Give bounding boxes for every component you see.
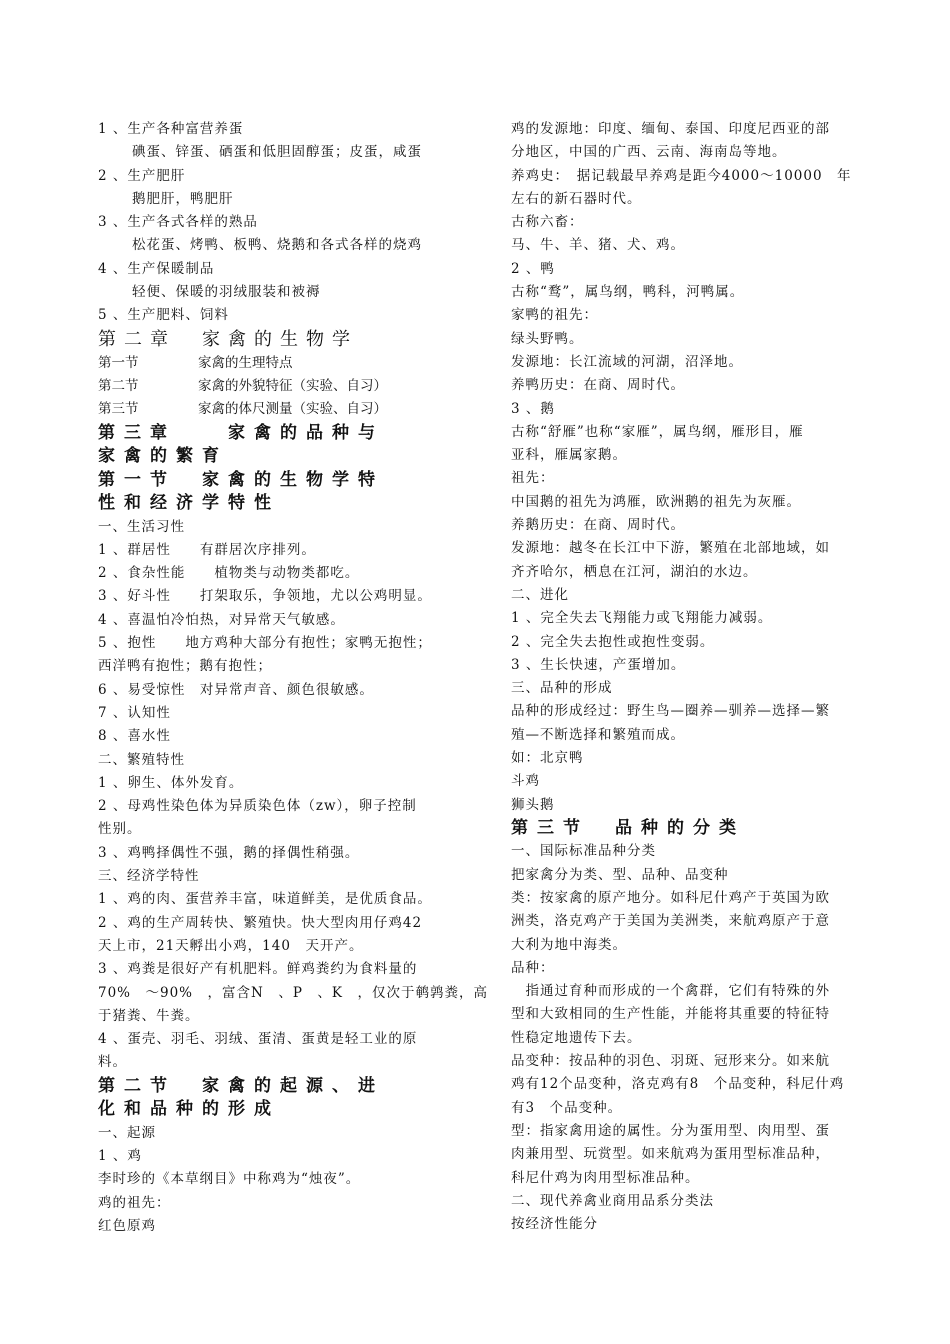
- section-entry: [98, 398, 478, 421]
- text-line: 2 、食杂性能 植物类与动物类都吃。: [98, 565, 360, 582]
- text-line: 分地区，中国的广西、云南、海南岛等地。: [511, 144, 787, 161]
- text-line: 发源地：长江流域的河湖，沼泽地。: [511, 353, 743, 370]
- section-heading: 第二节 家禽的起源、进: [98, 1075, 384, 1096]
- section-title: 家禽的生理特点: [198, 354, 293, 371]
- text-line: 红色原鸡: [98, 1217, 156, 1234]
- text-line: 类：按家禽的原产地分。如科尼什鸡产于英国为欧: [511, 890, 830, 906]
- text-line: 三、品种的形成: [511, 680, 613, 697]
- text-line: 二、进化: [511, 586, 569, 603]
- section-heading: 家禽的繁育: [98, 446, 228, 467]
- left-column: [98, 118, 488, 1238]
- text-line: 型和大致相同的生产性能，并能将其重要的特征特: [511, 1006, 830, 1023]
- text-line: 发源地：越冬在长江中下游，繁殖在北部地域，如: [511, 540, 830, 557]
- text-line: 1 、鸡: [98, 1147, 142, 1164]
- text-line: 品变种：按品种的羽色、羽斑、冠形来分。如来航: [511, 1053, 830, 1070]
- section-title: 家禽的体尺测量（实验、自习）: [198, 401, 387, 418]
- text-line: 二、繁殖特性: [98, 751, 185, 768]
- text-line: 2 、鸭: [511, 260, 555, 277]
- text-line: 有3 个品变种。: [511, 1099, 623, 1116]
- text-line: 天上市，21天孵出小鸡，140 天开产。: [98, 937, 364, 954]
- text-line: 3 、鸡粪是很好产有机肥料。鲜鸡粪约为食料量的: [98, 961, 418, 978]
- text-line: 李时珍的《本草纲目》中称鸡为“烛夜”。: [98, 1171, 361, 1188]
- text-line: 左右的新石器时代。: [511, 190, 642, 207]
- text-line: 1 、群居性 有群居次序排列。: [98, 541, 316, 558]
- text-line: 鸡有12个品变种，洛克鸡有8 个品变种，科尼什鸡: [511, 1076, 845, 1093]
- indented-text-line: 碘蛋、锌蛋、硒蛋和低胆固醇蛋；皮蛋，咸蛋: [132, 144, 422, 161]
- text-line: 指通过育种而形成的一个禽群，它们有特殊的外: [511, 983, 830, 1000]
- text-line: 5 、生产肥料、饲料: [98, 307, 229, 324]
- right-column: [511, 118, 891, 1236]
- section-heading: 第三节 品种的分类: [511, 817, 745, 838]
- text-line: 2 、生产肥肝: [98, 167, 186, 184]
- text-line: 洲类，洛克鸡产于美国为美洲类，来航鸡原产于意: [511, 913, 830, 930]
- text-line: 养鸭历史：在商、周时代。: [511, 377, 685, 394]
- text-line: 性稳定地遗传下去。: [511, 1029, 642, 1046]
- text-line: 1 、鸡的肉、蛋营养丰富，味道鲜美，是优质食品。: [98, 891, 432, 908]
- text-line: 亚科，雁属家鹅。: [511, 447, 627, 464]
- text-line: 3 、生产各式各样的熟品: [98, 214, 258, 231]
- section-number: 第三节: [98, 401, 139, 418]
- text-line: 5 、抱性 地方鸡种大部分有抱性；家鸭无抱性；: [98, 635, 432, 652]
- section-heading: 第三章 家禽的品种与: [98, 422, 384, 443]
- text-line: 马、牛、羊、猪、犬、鸡。: [511, 237, 685, 254]
- text-line: 于猪粪、牛粪。: [98, 1007, 200, 1024]
- text-line: 4 、蛋壳、羽毛、羽绒、蛋清、蛋黄是轻工业的原: [98, 1031, 418, 1048]
- text-line: 把家禽分为类、型、品种、品变种: [511, 866, 729, 883]
- text-line: 品种：: [511, 959, 555, 976]
- indented-text-line: 鹅肥肝，鸭肥肝: [132, 190, 234, 207]
- text-line: 1 、生产各种富营养蛋: [98, 121, 244, 137]
- text-line: 古称“舒雁”也称“家雁”，属鸟纲，雁形目，雁: [511, 423, 804, 440]
- text-line: 古称六畜：: [511, 214, 584, 231]
- text-line: 肉兼用型、玩赏型。如来航鸡为蛋用型标准品种，: [511, 1146, 830, 1163]
- text-line: 料。: [98, 1054, 127, 1071]
- text-line: 8 、喜水性: [98, 728, 171, 745]
- text-line: 2 、完全失去抱性或抱性变弱。: [511, 633, 715, 650]
- text-line: 殖—不断选择和繁殖而成。: [511, 726, 685, 743]
- text-line: 70% ～90% ，富含N 、P 、K ，仅次于鹌鹑粪，高: [98, 984, 488, 1001]
- text-line: 型：指家禽用途的属性。分为蛋用型、肉用型、蛋: [511, 1122, 830, 1139]
- indented-text-line: 轻便、保暖的羽绒服装和被褥: [132, 284, 321, 301]
- text-line: 3 、生长快速，产蛋增加。: [511, 656, 686, 673]
- text-line: 狮头鹅: [511, 796, 555, 813]
- section-number: 第二节: [98, 377, 139, 394]
- text-line: 3 、好斗性 打架取乐，争领地，尤以公鸡明显。: [98, 588, 432, 605]
- text-line: 性别。: [98, 821, 142, 838]
- text-line: 中国鹅的祖先为鸿雁，欧洲鹅的祖先为灰雁。: [511, 493, 801, 510]
- text-line: 3 、鹅: [511, 400, 555, 417]
- text-line: 1 、卵生、体外发育。: [98, 774, 244, 791]
- section-heading: 第一节 家禽的生物学特: [98, 469, 384, 490]
- chapter-heading: 第二章 家禽的生物学: [98, 328, 358, 350]
- text-line: 如：北京鸭: [511, 750, 584, 767]
- text-line: 一、起源: [98, 1124, 156, 1141]
- text-line: 科尼什鸡为肉用型标准品种。: [511, 1169, 700, 1186]
- text-line: 大利为地中海类。: [511, 936, 627, 953]
- text-line: 6 、易受惊性 对异常声音、颜色很敏感。: [98, 681, 374, 698]
- text-line: 7 、认知性: [98, 704, 171, 721]
- section-entry: [98, 352, 478, 375]
- section-heading: 化和品种的形成: [98, 1099, 280, 1120]
- text-line: 4 、喜温怕冷怕热，对异常天气敏感。: [98, 611, 345, 628]
- section-title: 家禽的外貌特征（实验、自习）: [198, 377, 387, 394]
- section-entry: [98, 375, 478, 398]
- text-line: 齐齐哈尔，栖息在江河，湖泊的水边。: [511, 563, 758, 580]
- text-line: 品种的形成经过：野生鸟—圈养—驯养—选择—繁: [511, 703, 830, 720]
- text-line: 养鹅历史：在商、周时代。: [511, 517, 685, 534]
- text-line: 二、现代养禽业商用品系分类法: [511, 1192, 714, 1209]
- text-line: 2 、鸡的生产周转快、繁殖快。快大型肉用仔鸡42: [98, 914, 423, 931]
- text-line: 家鸭的祖先：: [511, 307, 598, 324]
- text-line: 鸡的祖先：: [98, 1194, 171, 1211]
- text-line: 斗鸡: [511, 773, 540, 790]
- text-line: 绿头野鸭。: [511, 330, 584, 347]
- text-line: 三、经济学特性: [98, 868, 200, 885]
- section-number: 第一节: [98, 354, 139, 371]
- text-line: 一、生活习性: [98, 518, 185, 535]
- indented-text-line: 松花蛋、烤鸭、板鸭、烧鹅和各式各样的烧鸡: [132, 237, 422, 254]
- text-line: 西洋鸭有抱性；鹅有抱性；: [98, 658, 272, 675]
- text-line: 2 、母鸡性染色体为异质染色体（zw），卵子控制: [98, 798, 417, 815]
- text-line: 3 、鸡鸭择偶性不强，鹅的择偶性稍强。: [98, 844, 360, 861]
- text-line: 古称“鹜”，属鸟纲，鸭科，河鸭属。: [511, 284, 745, 301]
- text-line: 祖先：: [511, 470, 555, 487]
- text-line: 4 、生产保暖制品: [98, 260, 215, 277]
- text-line: 养鸡史： 据记载最早养鸡是距今4000～10000 年: [511, 167, 852, 184]
- section-heading: 性和经济学特性: [98, 493, 280, 514]
- text-line: 鸡的发源地：印度、缅甸、泰国、印度尼西亚的部: [511, 121, 830, 137]
- text-line: 1 、完全失去飞翔能力或飞翔能力减弱。: [511, 610, 773, 627]
- text-line: 按经济性能分: [511, 1216, 598, 1233]
- text-line: 一、国际标准品种分类: [511, 843, 656, 860]
